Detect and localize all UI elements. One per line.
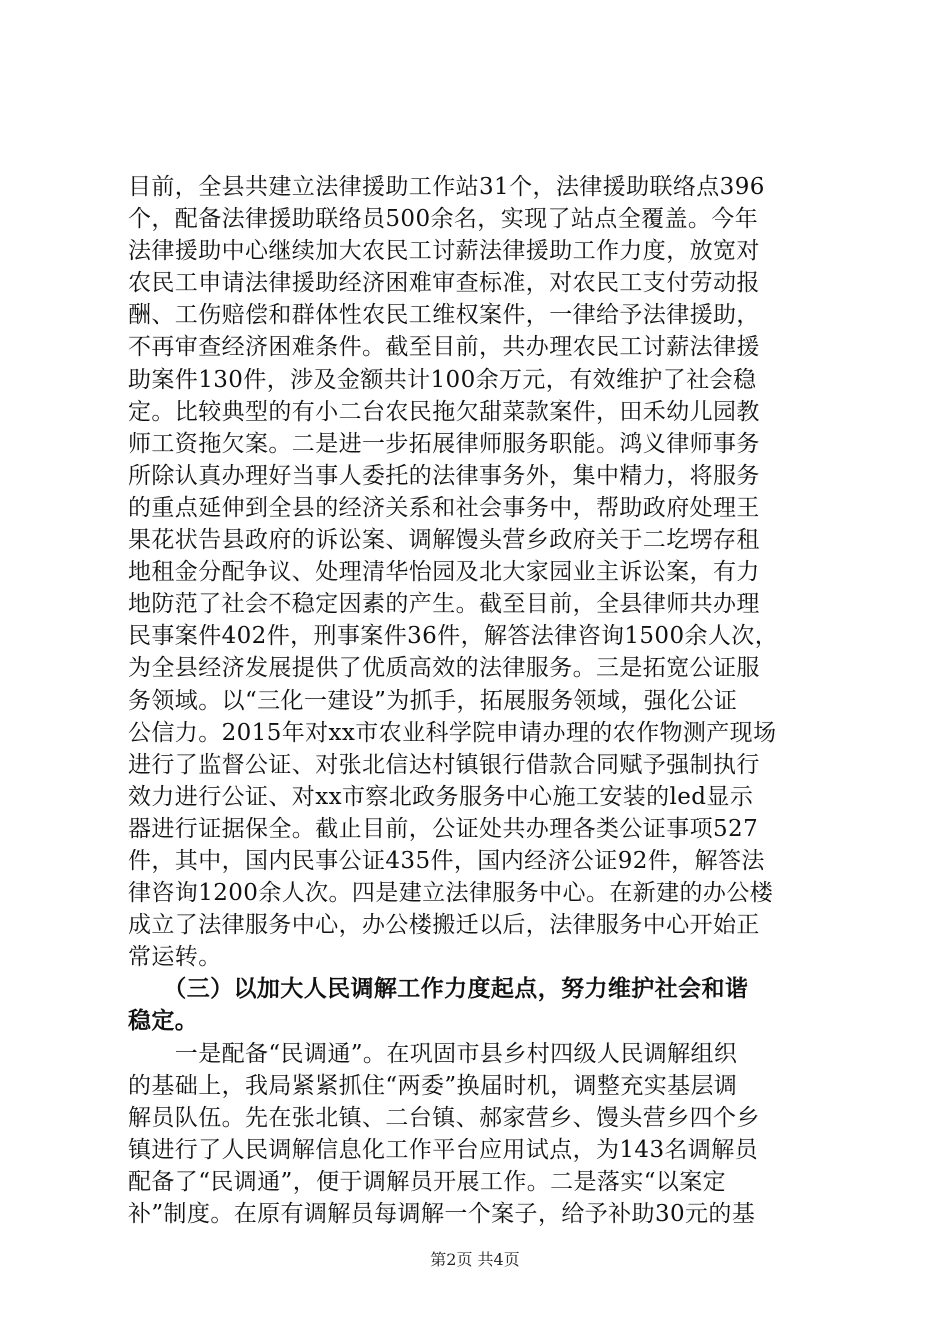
text-line: 酬、工伤赔偿和群体性农民工维权案件，一律给予法律援助，	[128, 302, 760, 329]
text-line: 法律援助中心继续加大农民工讨薪法律援助工作力度，放宽对	[128, 238, 760, 265]
text-line: 目前，全县共建立法律援助工作站31个，法律援助联络点396	[128, 174, 765, 200]
text-line: 地租金分配争议、处理清华怡园及北大家园业主诉讼案，有力	[128, 559, 760, 586]
text-line: 公信力。2015年对xx市农业科学院申请办理的农作物测产现场	[128, 719, 777, 746]
text-line: 律咨询1200余人次。四是建立法律服务中心。在新建的办公楼	[128, 880, 774, 907]
text-line: 所除认真办理好当事人委托的法律事务外，集中精力，将服务	[128, 462, 760, 489]
text-line: 成立了法律服务中心，办公楼搬迁以后，法律服务中心开始正	[128, 912, 760, 939]
text-line: 的基础上，我局紧紧抓住“两委”换届时机，调整充实基层调	[128, 1072, 738, 1099]
section-heading	[128, 973, 828, 1037]
text-line: 效力进行公证、对xx市察北政务服务中心施工安装的led显示	[128, 783, 754, 810]
heading-line: 稳定。	[128, 1008, 199, 1035]
text-line: 务领域。以“三化一建设”为抓手，拓展服务领域，强化公证	[128, 687, 738, 714]
heading-line: （三）以加大人民调解工作力度起点，努力维护社会和谐	[128, 976, 749, 1003]
text-line: 件，其中，国内民事公证435件，国内经济公证92件，解答法	[128, 847, 765, 874]
paragraph-block-after-heading	[128, 1038, 828, 1231]
document-body	[128, 171, 828, 1230]
text-line: 解员队伍。先在张北镇、二台镇、郝家营乡、馒头营乡四个乡	[128, 1104, 760, 1131]
text-line: 果花状告县政府的诉讼案、调解馒头营乡政府关于二圪塄存租	[128, 527, 760, 554]
text-line: 的重点延伸到全县的经济关系和社会事务中，帮助政府处理王	[128, 494, 760, 521]
text-line: 助案件130件，涉及金额共计100余万元，有效维护了社会稳	[128, 366, 757, 393]
text-line: 个，配备法律援助联络员500余名，实现了站点全覆盖。今年	[128, 206, 759, 233]
text-line: 民事案件402件，刑事案件36件，解答法律咨询1500余人次，	[128, 623, 779, 650]
text-line: 不再审查经济困难条件。截至目前，共办理农民工讨薪法律援	[128, 334, 760, 361]
text-line: 器进行证据保全。截止目前，公证处共办理各类公证事项527	[128, 815, 759, 842]
page-footer: 第2页 共4页	[430, 1250, 520, 1269]
paragraph-block	[128, 171, 828, 973]
text-line: 农民工申请法律援助经济困难审查标准，对农民工支付劳动报	[128, 270, 760, 297]
text-line: 配备了“民调通”，便于调解员开展工作。二是落实“以案定	[128, 1168, 727, 1195]
text-line: 镇进行了人民调解信息化工作平台应用试点，为143名调解员	[128, 1136, 759, 1163]
text-line: 进行了监督公证、对张北信达村镇银行借款合同赋予强制执行	[128, 751, 760, 778]
text-line: 补”制度。在原有调解员每调解一个案子，给予补助30元的基	[128, 1201, 756, 1227]
text-line: 师工资拖欠案。二是进一步拓展律师服务职能。鸿义律师事务	[128, 430, 760, 457]
text-line: 一是配备“民调通”。在巩固市县乡村四级人民调解组织	[128, 1040, 738, 1067]
text-line: 定。比较典型的有小二台农民拖欠甜菜款案件，田禾幼儿园教	[128, 398, 760, 425]
text-line: 常运转。	[128, 944, 222, 971]
text-line: 地防范了社会不稳定因素的产生。截至目前，全县律师共办理	[128, 591, 760, 618]
text-line: 为全县经济发展提供了优质高效的法律服务。三是拓宽公证服	[128, 655, 760, 682]
